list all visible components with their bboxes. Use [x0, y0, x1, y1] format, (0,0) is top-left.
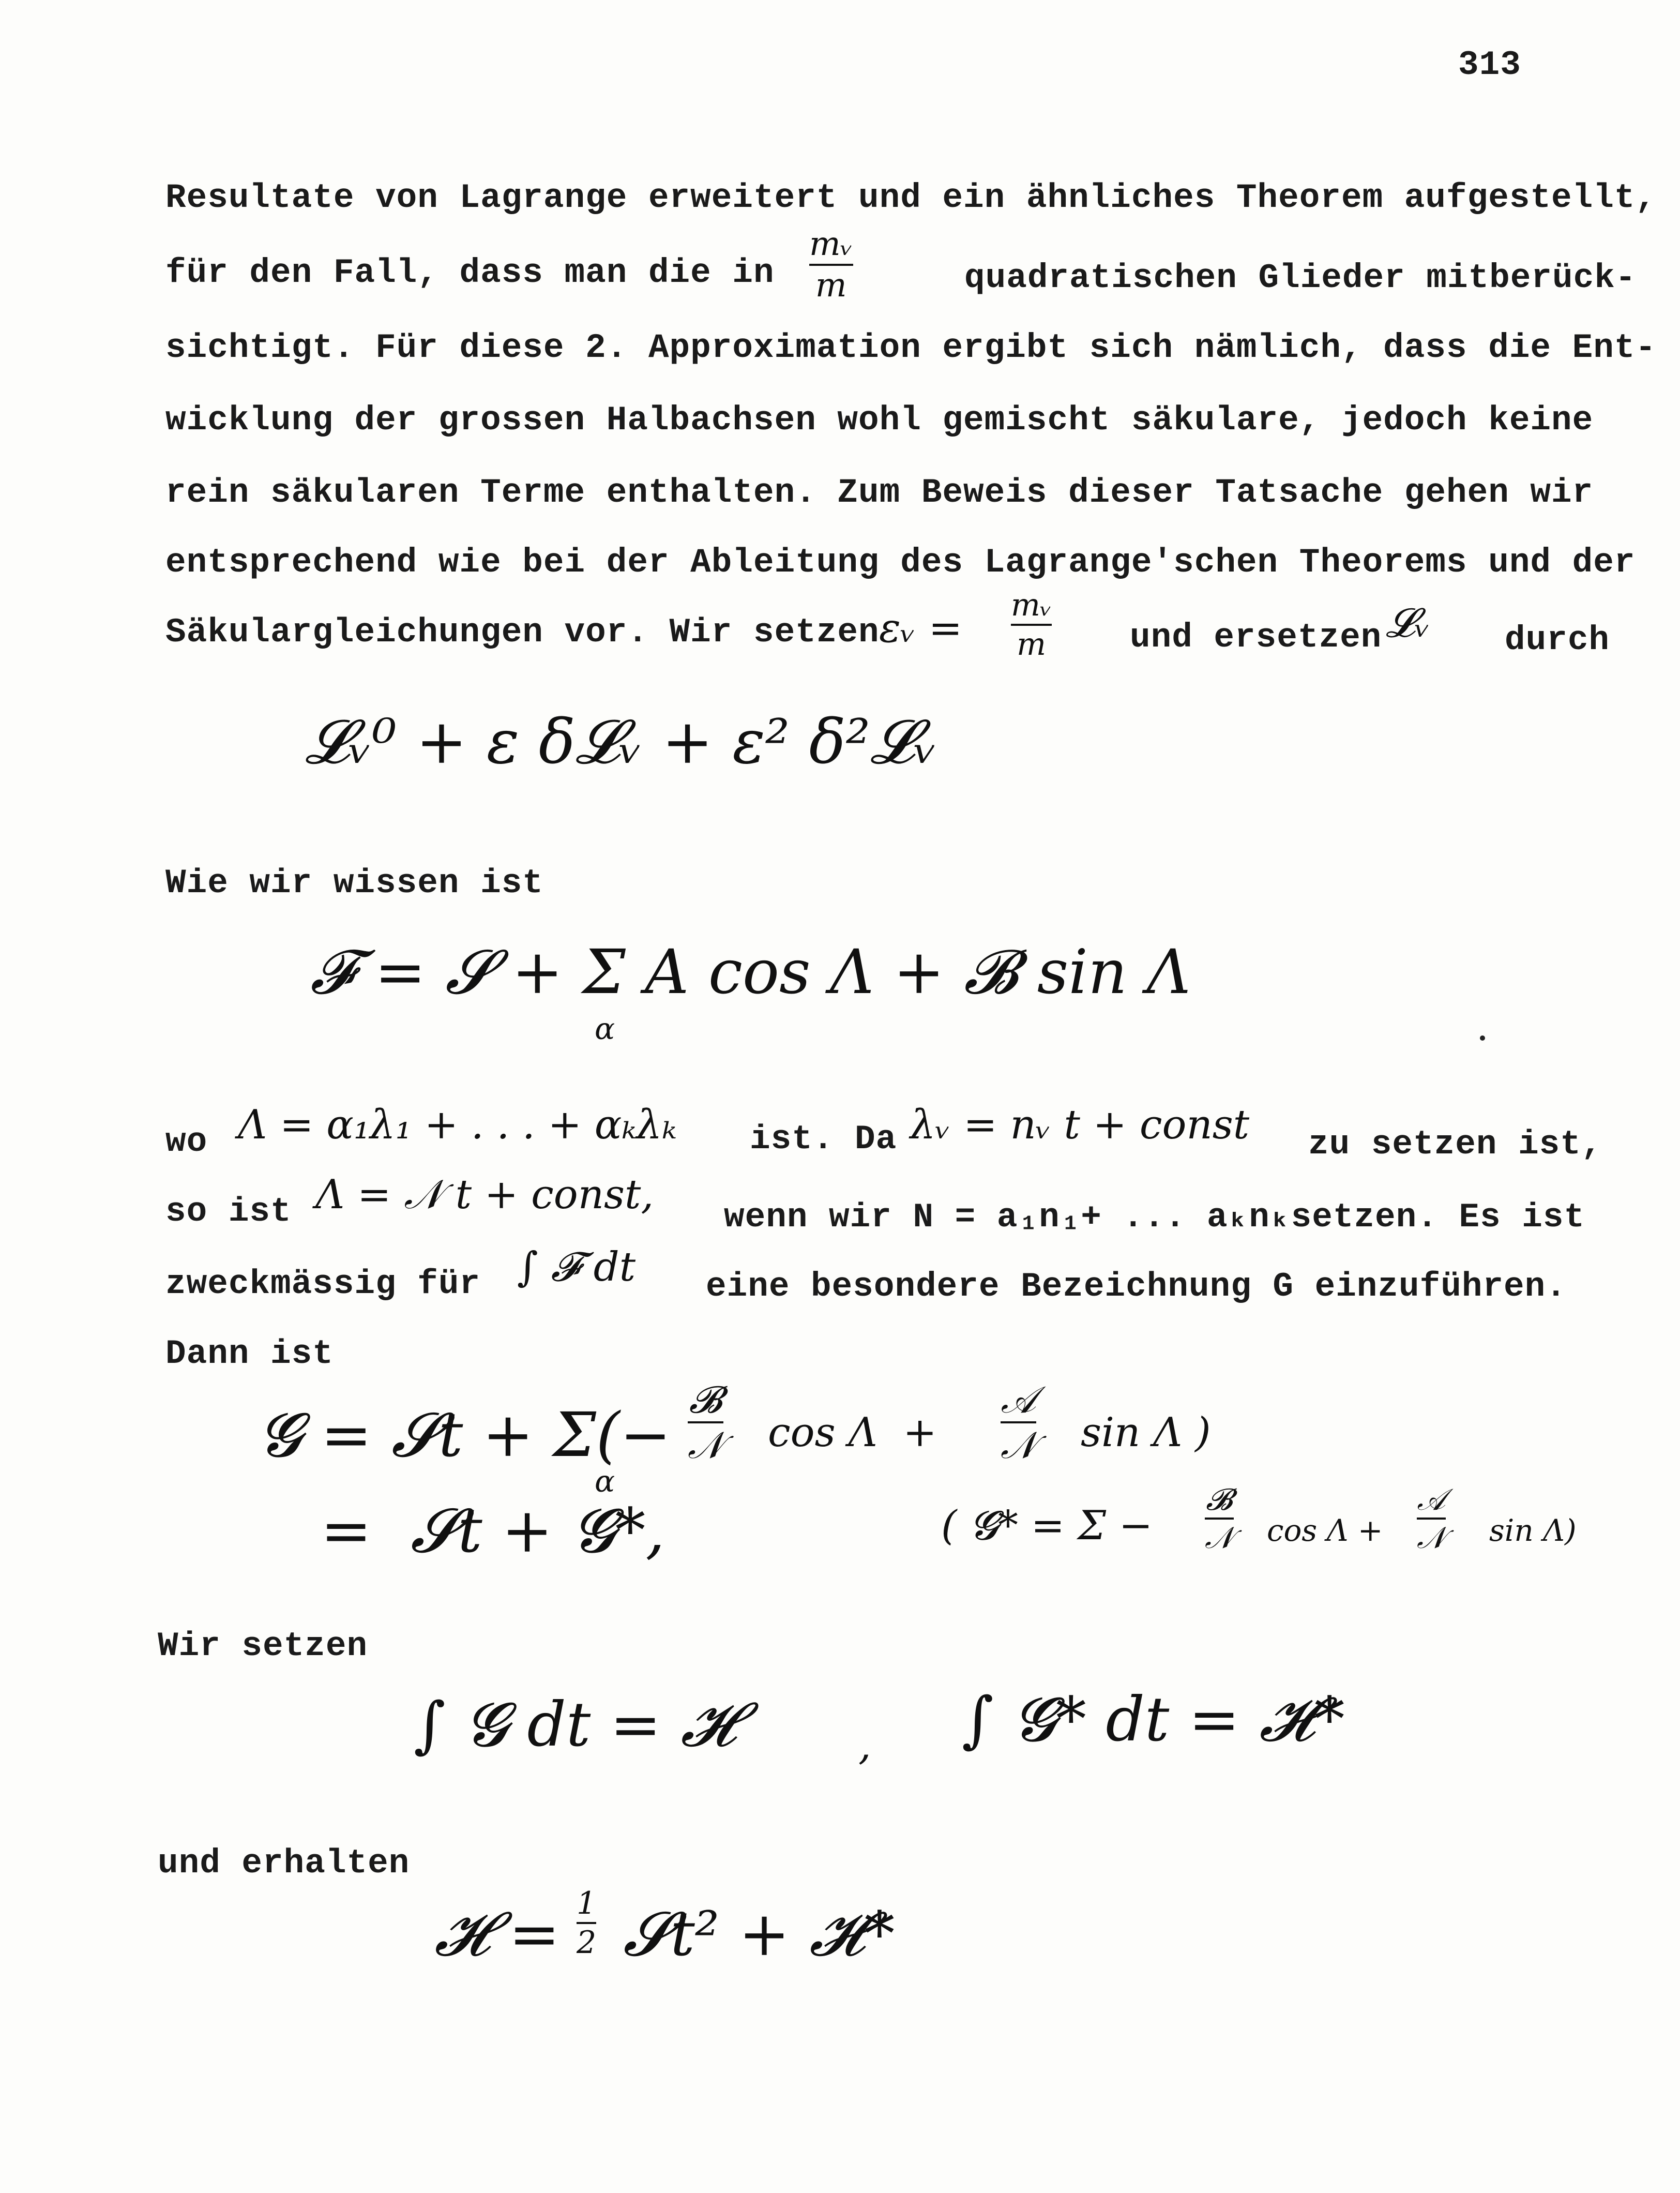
text-line-3: sichtigt. Für diese 2. Approximation ergibt sich nämlich, dass die Ent-	[165, 328, 1657, 367]
G-equation-line2: = 𝓢t + 𝓖*,	[321, 1495, 665, 1566]
text-wenn-wir: wenn wir N = a₁n₁+ ... aₖnₖsetzen. Es ist	[724, 1198, 1585, 1237]
text-wie-wir-wissen: Wie wir wissen ist	[165, 864, 543, 903]
integral-F-dt: ∫ 𝓕 dt	[517, 1244, 636, 1290]
sum-index-alpha: α	[595, 1011, 615, 1046]
fraction-B-over-N: 𝓑 𝒩	[688, 1378, 723, 1467]
G-equation-lhs: 𝓖 = 𝓢t + Σ(−	[259, 1399, 671, 1470]
stray-dot	[1480, 1035, 1485, 1041]
text-zu-setzen: zu setzen ist,	[1308, 1125, 1602, 1164]
G-equation-mid: cos Λ +	[768, 1409, 937, 1456]
lambda-nu-expression: λᵥ = nᵥ t + const	[910, 1102, 1250, 1148]
H-definition-1: ∫ 𝓖 dt = 𝓗	[414, 1689, 736, 1760]
L-expansion-formula: 𝓛ᵥ⁰ + ε δ𝓛ᵥ + ε² δ²𝓛ᵥ	[305, 706, 937, 777]
text-zweckmaessig-b: eine besondere Bezeichnung G einzuführen.	[706, 1267, 1567, 1306]
text-line-7c: durch	[1505, 621, 1610, 659]
Gstar-definition-end: sin Λ)	[1489, 1513, 1577, 1548]
text-wo: wo	[165, 1122, 208, 1161]
F-equation: 𝓕 = 𝓢 + Σ A cos Λ + 𝓑 sin Λ	[310, 936, 1191, 1008]
fraction-Gstar-A-over-N: 𝒜 𝒩	[1417, 1482, 1446, 1555]
fraction-Gstar-B-over-N: 𝓑 𝒩	[1205, 1482, 1234, 1555]
fraction-one-half: 1 2	[577, 1885, 597, 1961]
text-line-1: Resultate von Lagrange erweitert und ein ähnliches Theorem aufgestellt,	[165, 178, 1657, 217]
epsilon-nu-lhs: εᵥ =	[879, 605, 963, 652]
text-zweckmaessig-a: zweckmässig für	[165, 1265, 481, 1303]
H-definition-comma: ,	[858, 1722, 871, 1769]
Lambda-expression: Λ = 𝒩 t + const,	[315, 1171, 654, 1218]
Gstar-definition-mid: cos Λ +	[1267, 1513, 1383, 1548]
fraction-m-nu-over-m: mᵥ m	[809, 225, 853, 305]
H-result-rhs: 𝓢t² + 𝓗*	[623, 1898, 895, 1970]
text-line-4: wicklung der grossen Halbachsen wohl gemischt säkulare, jedoch keine	[165, 401, 1594, 440]
Gstar-definition-a: ( 𝓖* = Σ −	[941, 1503, 1153, 1549]
text-line-6: entsprechend wie bei der Ableitung des Lagrange'schen Theorems und der	[165, 543, 1636, 582]
G-sum-index-alpha: α	[595, 1464, 615, 1499]
L-nu-symbol: 𝓛ᵥ	[1386, 600, 1430, 647]
text-und-erhalten: und erhalten	[158, 1844, 410, 1883]
text-line-7b: und ersetzen	[1130, 618, 1382, 657]
H-definition-2: ∫ 𝓖* dt = 𝓗*	[962, 1684, 1345, 1755]
text-line-2b: quadratischen Glieder mitberück-	[964, 259, 1637, 297]
fraction-eps-def: mᵥ m	[1011, 587, 1052, 663]
fraction-A-over-N: 𝒜 𝒩	[1001, 1378, 1036, 1467]
H-result-lhs: 𝓗 =	[434, 1898, 560, 1970]
text-line-5: rein säkularen Terme enthalten. Zum Beweis dieser Tatsache gehen wir	[165, 473, 1594, 512]
G-equation-end: sin Λ )	[1081, 1409, 1211, 1456]
text-line-2a: für den Fall, dass man die in	[165, 253, 775, 292]
text-ist-da: ist. Da	[750, 1120, 897, 1159]
text-line-7a: Säkulargleichungen vor. Wir setzen	[165, 613, 880, 652]
text-wir-setzen: Wir setzen	[158, 1627, 368, 1665]
text-dann-ist: Dann ist	[165, 1334, 334, 1373]
Lambda-definition: Λ = α₁λ₁ + . . . + αₖλₖ	[238, 1102, 677, 1148]
text-so-ist: so ist	[165, 1192, 292, 1231]
page-number: 313	[1458, 46, 1521, 84]
